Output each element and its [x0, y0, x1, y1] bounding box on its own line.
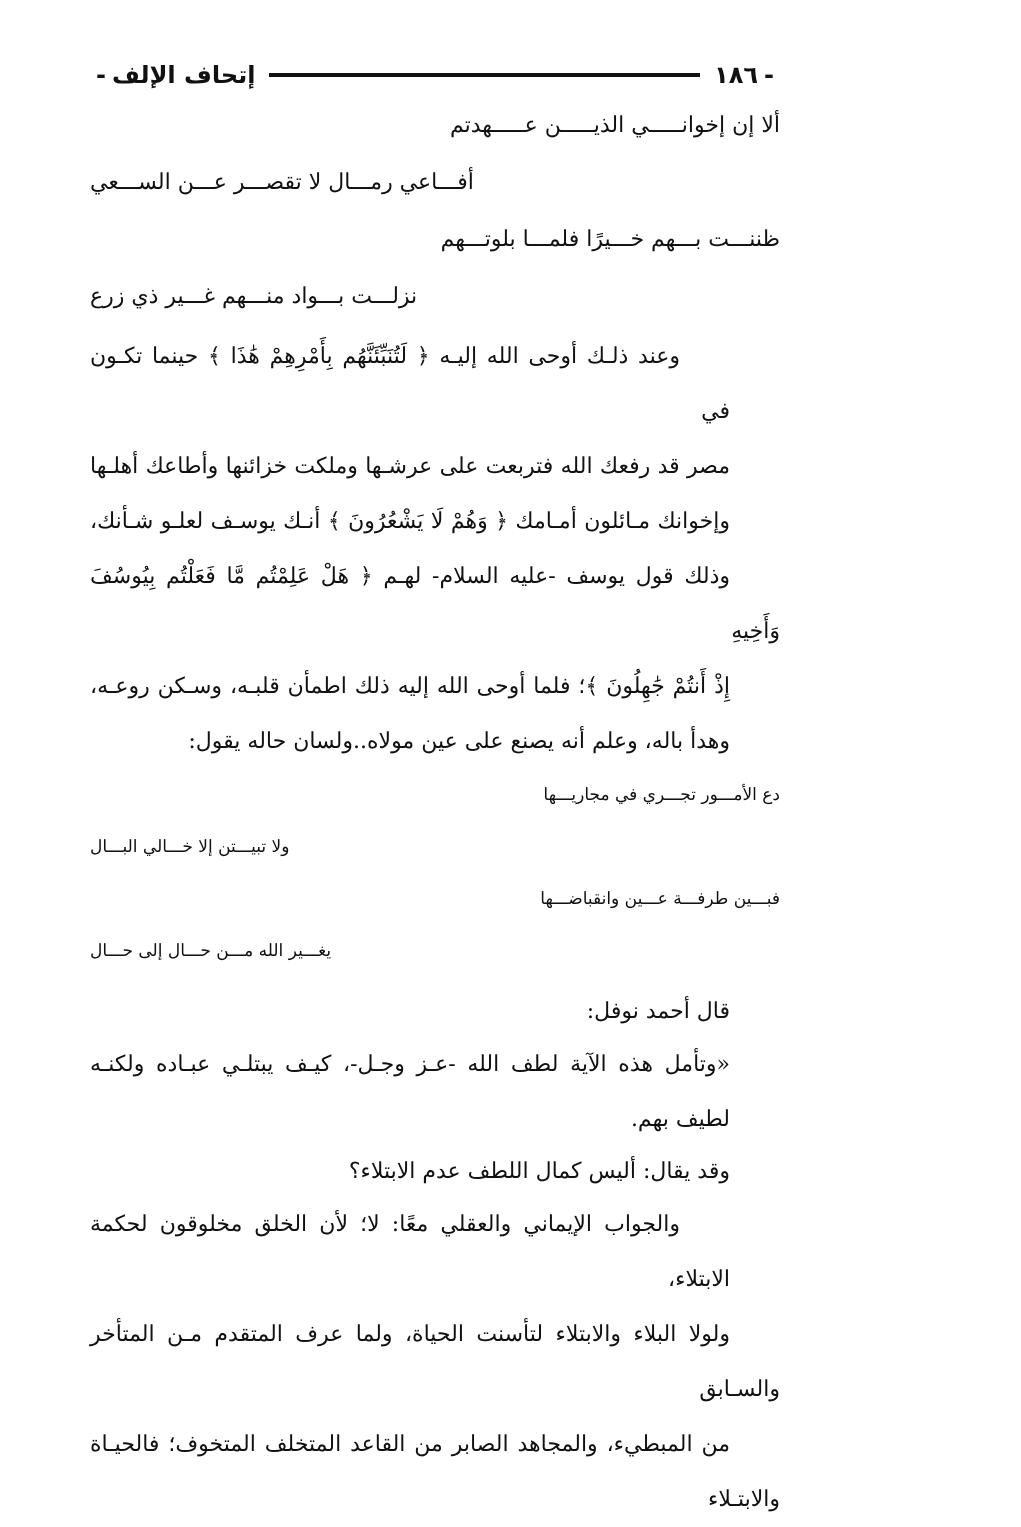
paragraph-1-line-1: وعند ذلـك أوحى الله إليـه ﴿ لَتُنَبِّئَنَّهُم بِأَمْرِهِمْ هَٰذَا ﴾ حينما تكـون في [90, 344, 730, 424]
header-dash-right: - [764, 61, 774, 89]
paragraph-1 [90, 329, 780, 769]
paragraph-2-line-1: «وتأمل هذه الآية لطف الله -عـز وجـل-، كيـف يبتلـي عبـاده ولكنـه [90, 1052, 730, 1077]
poem-2-verse-1-second: ولا تبيـــتن إلا خـــالي البـــال [90, 837, 290, 857]
header-dash-left: - [96, 61, 106, 89]
paragraph-1-line-5: إِذْ أَنتُمْ جَٰهِلُونَ ﴾؛ فلما أوحى الله إليه ذلك اطمأن قلبـه، وسـكن روعـه، [90, 674, 730, 699]
paragraph-1-line-2: مصر قد رفعك الله فتربعت على عرشـها وملكت خزائنها وأطاعك أهلـها [90, 454, 730, 479]
paragraph-2 [90, 1037, 780, 1147]
poem-2 [90, 769, 780, 977]
book-title: إتحاف الإلف [111, 61, 256, 89]
paragraph-1-line-4: وذلك قول يوسف -عليه السلام- لهـم ﴿ هَلْ عَلِمْتُم مَّا فَعَلْتُم بِيُوسُفَ وَأَخِيهِ [90, 564, 780, 644]
running-head [90, 55, 780, 95]
paragraph-2-line-2: لطيف بهم. [630, 1107, 730, 1132]
paragraph-3-line-1: والجواب الإيماني والعقلي معًا: لا؛ لأن الخلق مخلوقون لحكمة الابتلاء، [90, 1212, 730, 1292]
poem-2-verse-2-first: فبـــين طرفـــة عـــين وانقباضـــها [540, 889, 780, 909]
paragraph-3 [90, 1197, 780, 1527]
poem-1-verse-1-second: أفـــاعي رمـــال لا تقصـــر عـــن الســـعي [90, 170, 474, 195]
paragraph-3-line-3: من المبطيء، والمجاهد الصابر من القاعد المتخلف المتخوف؛ فالحيـاة والابتـلاء [90, 1432, 780, 1512]
attribution: قال أحمد نوفل: [586, 999, 730, 1024]
poem-2-verse-2-second: يغـــير الله مـــن حـــال إلى حـــال [90, 941, 332, 961]
paragraph-3-line-2: ولولا البلاء والابتلاء لتأسنت الحياة، ولما عرف المتقدم مـن المتأخر والسـابق [90, 1322, 780, 1402]
header-rule [269, 73, 700, 77]
poem-2-verse-1-first: دع الأمـــور تجـــري في مجاريـــها [543, 785, 780, 805]
page-number: ١٨٦ [714, 61, 759, 89]
paragraph-1-line-3: وإخوانك مـائلون أمـامك ﴿ وَهُمْ لَا يَشْعُرُونَ ﴾ أنـك يوسـف لعلـو شـأنك، [90, 509, 730, 534]
poem-1-verse-1-first: ألا إن إخوانـــــي الذيـــــن عـــــهدتم [449, 113, 780, 138]
poem-1 [90, 97, 780, 325]
page [90, 55, 780, 1527]
poem-1-verse-2-first: ظننـــت بـــهم خـــيرًا فلمـــا بلوتـــهم [440, 227, 780, 252]
paragraph-1-line-6: وهدأ باله، وعلم أنه يصنع على عين مولاه..ولسان حاله يقول: [188, 729, 730, 754]
poem-1-verse-2-second: نزلـــت بـــواد منـــهم غـــير ذي زرع [90, 284, 418, 309]
question: وقد يقال: أليس كمال اللطف عدم الابتلاء؟ [348, 1159, 730, 1184]
